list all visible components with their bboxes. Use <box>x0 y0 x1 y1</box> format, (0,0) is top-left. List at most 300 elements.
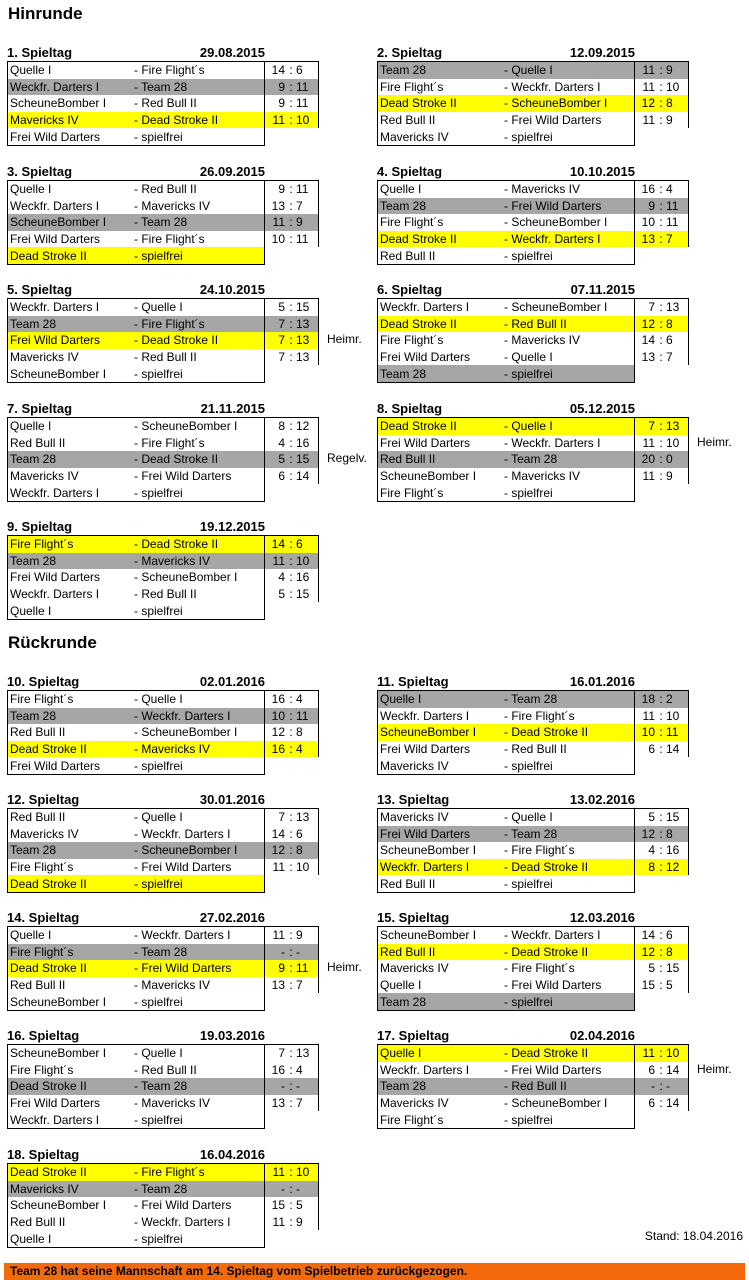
spieltag-date: 16.01.2016 <box>569 674 635 689</box>
spieltag-label: 3. Spieltag <box>7 164 73 179</box>
home-team: ScheuneBomber I <box>378 927 505 944</box>
match-row <box>378 809 689 826</box>
home-score: 11 <box>265 1214 287 1231</box>
spieltag-date: 19.12.2015 <box>199 519 265 534</box>
away-team: - Team 28 <box>134 944 265 961</box>
match-row <box>8 1045 319 1062</box>
home-team: Quelle I <box>8 602 135 619</box>
home-team: Mavericks IV <box>378 809 505 826</box>
rueckrunde-title: Rückrunde <box>8 633 97 652</box>
match-row <box>8 128 319 145</box>
home-team: Team 28 <box>378 993 505 1010</box>
home-score: 20 <box>635 451 657 468</box>
score-separator: : <box>656 724 666 741</box>
match-row <box>8 708 319 725</box>
home-score: 12 <box>265 724 287 741</box>
match-row <box>378 842 689 859</box>
home-team: Frei Wild Darters <box>8 569 135 586</box>
away-team: - Team 28 <box>504 691 635 708</box>
home-team: Weckfr. Darters I <box>378 1062 505 1079</box>
away-score: 8 <box>666 95 689 112</box>
match-row <box>8 1062 319 1079</box>
score-separator: : <box>286 181 296 198</box>
score-separator: : <box>656 451 666 468</box>
home-team: Red Bull II <box>8 724 135 741</box>
home-team: Team 28 <box>8 316 135 333</box>
spieltag-block <box>377 672 707 775</box>
spieltag-header <box>7 162 337 180</box>
home-team: Fire Flight´s <box>8 691 135 708</box>
match-row <box>8 1095 319 1112</box>
home-score: 5 <box>265 586 287 603</box>
match-row <box>8 484 319 501</box>
spieltag-header <box>377 672 707 690</box>
match-row <box>378 757 689 774</box>
spieltag-date: 27.02.2016 <box>199 910 265 925</box>
score-separator: : <box>286 62 296 79</box>
score-separator: : <box>286 842 296 859</box>
spieltag-date: 26.09.2015 <box>199 164 265 179</box>
spieltag-header <box>377 162 707 180</box>
home-team: Frei Wild Darters <box>8 1095 135 1112</box>
home-score: 6 <box>635 1095 657 1112</box>
match-row <box>378 960 689 977</box>
away-score: 6 <box>296 62 319 79</box>
match-row <box>8 95 319 112</box>
home-team: ScheuneBomber I <box>8 95 135 112</box>
home-score: - <box>265 1078 287 1095</box>
home-score: 9 <box>635 198 657 215</box>
home-team: Fire Flight´s <box>378 214 505 231</box>
away-team: - spielfrei <box>134 1230 265 1247</box>
match-row <box>8 231 319 248</box>
away-team: - Weckfr. Darters I <box>134 826 231 841</box>
away-score <box>296 993 319 1010</box>
away-score: 13 <box>296 809 319 826</box>
home-score: 12 <box>635 826 657 843</box>
spieltag-block <box>7 43 337 146</box>
score-separator: : <box>286 536 296 553</box>
spieltag-date: 16.04.2016 <box>199 1147 265 1162</box>
score-separator: : <box>656 62 666 79</box>
away-score: 5 <box>666 977 689 994</box>
match-row <box>8 757 319 774</box>
score-separator: : <box>656 299 666 316</box>
home-team: Dead Stroke II <box>8 1164 135 1181</box>
spieltag-date: 10.10.2015 <box>569 164 635 179</box>
away-team: - Frei Wild Darters <box>504 113 602 128</box>
match-row <box>8 435 319 452</box>
spieltag-header <box>377 280 707 298</box>
score-separator: : <box>659 843 663 858</box>
match-note: Heimr. <box>697 1061 732 1076</box>
away-team: - Dead Stroke II <box>504 859 635 876</box>
home-score <box>635 484 657 501</box>
spieltag-label: 4. Spieltag <box>377 164 443 179</box>
match-row <box>8 79 319 96</box>
score-separator: : <box>656 198 666 215</box>
home-team: ScheuneBomber I <box>8 365 135 382</box>
away-score: 11 <box>296 231 319 248</box>
score-separator: : <box>286 1078 296 1095</box>
match-row <box>8 859 319 876</box>
home-team: Frei Wild Darters <box>378 741 505 758</box>
match-row <box>378 1111 689 1128</box>
away-team: - Quelle I <box>504 418 635 435</box>
away-team: - Weckfr. Darters I <box>504 231 635 248</box>
away-score: 13 <box>296 349 319 366</box>
away-score: 9 <box>666 112 689 129</box>
score-separator: : <box>656 1078 666 1095</box>
away-team: - spielfrei <box>134 247 265 264</box>
home-team: Team 28 <box>378 1078 505 1095</box>
score-separator <box>286 757 296 774</box>
home-team: ScheuneBomber I <box>8 1197 135 1214</box>
score-separator <box>656 1111 666 1128</box>
match-row <box>8 1230 319 1247</box>
away-team: - Mavericks IV <box>134 198 211 213</box>
home-score: 8 <box>635 859 657 876</box>
away-team: - ScheuneBomber I <box>504 95 635 112</box>
home-team: ScheuneBomber I <box>378 724 505 741</box>
away-score: 6 <box>296 536 319 553</box>
away-team: - spielfrei <box>504 875 635 892</box>
home-team: Weckfr. Darters I <box>8 586 135 603</box>
spieltag-block <box>377 908 707 1011</box>
home-team: Quelle I <box>8 181 135 198</box>
away-score: 11 <box>296 79 319 96</box>
score-separator: : <box>656 809 666 826</box>
home-team: Team 28 <box>8 708 135 725</box>
away-team: - Mavericks IV <box>504 469 581 484</box>
home-team: Weckfr. Darters I <box>378 299 505 316</box>
match-table <box>377 417 689 502</box>
away-team: - spielfrei <box>134 484 265 501</box>
score-separator: : <box>289 435 293 450</box>
away-score: 10 <box>296 112 319 129</box>
spieltag-block <box>7 162 337 265</box>
away-score: 8 <box>296 842 319 859</box>
away-team: - spielfrei <box>504 247 635 264</box>
away-team: - spielfrei <box>134 875 265 892</box>
away-score <box>296 128 319 145</box>
away-score <box>666 1111 689 1128</box>
spieltag-block <box>7 908 362 1011</box>
away-score: 14 <box>666 1095 689 1112</box>
away-team: - Quelle I <box>504 350 553 365</box>
home-team: Red Bull II <box>8 435 135 452</box>
home-score: 13 <box>635 231 657 248</box>
away-team: - Dead Stroke II <box>134 332 265 349</box>
home-team: Quelle I <box>8 418 135 435</box>
home-score: 7 <box>265 316 287 333</box>
away-team: - spielfrei <box>504 365 635 382</box>
away-team: - ScheuneBomber I <box>504 1096 608 1111</box>
home-score <box>635 365 657 382</box>
home-team: Dead Stroke II <box>8 875 135 892</box>
away-team: - Frei Wild Darters <box>504 198 635 215</box>
match-table <box>7 535 319 620</box>
match-table <box>7 298 319 383</box>
spieltag-header <box>7 399 337 417</box>
score-separator: : <box>286 79 296 96</box>
spieltag-header <box>7 908 337 926</box>
away-team: - Team 28 <box>134 1181 265 1198</box>
spieltag-block <box>377 1026 732 1129</box>
score-separator: : <box>656 95 666 112</box>
home-team: Weckfr. Darters I <box>8 299 135 316</box>
match-row <box>8 1078 319 1095</box>
match-table <box>377 690 689 775</box>
score-separator: : <box>289 96 293 111</box>
away-team: - ScheuneBomber I <box>504 299 635 316</box>
away-team: - Red Bull II <box>504 1078 635 1095</box>
home-team: Fire Flight´s <box>8 944 135 961</box>
score-separator: : <box>286 112 296 129</box>
score-separator: : <box>659 961 663 976</box>
match-row <box>8 181 319 198</box>
score-separator: : <box>286 741 296 758</box>
home-team: ScheuneBomber I <box>8 214 135 231</box>
home-team: Frei Wild Darters <box>378 826 505 843</box>
score-separator: : <box>289 469 293 484</box>
match-row <box>8 944 319 961</box>
score-separator: : <box>289 570 293 585</box>
away-team: - Team 28 <box>134 214 265 231</box>
away-score: 10 <box>666 1045 689 1062</box>
match-row <box>378 79 689 96</box>
away-score <box>666 484 689 501</box>
score-separator: : <box>659 1062 663 1077</box>
match-table <box>7 180 319 265</box>
score-separator <box>286 1111 296 1128</box>
spieltag-header <box>7 672 337 690</box>
score-separator: : <box>286 944 296 961</box>
match-row <box>378 484 689 501</box>
home-team: Quelle I <box>378 181 505 198</box>
home-team: Fire Flight´s <box>378 1111 505 1128</box>
away-score: 10 <box>666 435 689 452</box>
away-score: 7 <box>666 231 689 248</box>
home-score: 4 <box>635 842 657 859</box>
match-row <box>8 927 319 944</box>
away-team: - spielfrei <box>134 1111 265 1128</box>
home-score: 7 <box>635 299 657 316</box>
match-row <box>8 602 319 619</box>
away-score: 9 <box>666 62 689 79</box>
match-row <box>378 95 689 112</box>
home-score: 16 <box>265 691 287 708</box>
home-score: 11 <box>265 553 287 570</box>
match-row <box>378 418 689 435</box>
score-separator: : <box>286 451 296 468</box>
away-score <box>666 993 689 1010</box>
score-separator: : <box>659 742 663 757</box>
home-score: 8 <box>265 418 287 435</box>
away-score: - <box>296 944 319 961</box>
spieltag-label: 7. Spieltag <box>7 401 73 416</box>
home-team: Weckfr. Darters I <box>378 708 505 725</box>
away-score: 11 <box>666 214 689 231</box>
match-row <box>378 708 689 725</box>
away-team: - spielfrei <box>134 757 265 774</box>
spieltag-header <box>377 790 707 808</box>
home-team: Dead Stroke II <box>378 418 505 435</box>
home-team: Team 28 <box>8 553 135 570</box>
match-row <box>378 247 689 264</box>
match-note: Regelv. <box>327 451 367 466</box>
home-score: 18 <box>635 691 657 708</box>
away-score: 9 <box>296 927 319 944</box>
match-row <box>378 181 689 198</box>
home-score: 11 <box>265 859 287 876</box>
footer-note: Team 28 hat seine Mannschaft am 14. Spieltag vom Spielbetrieb zurückgezogen. <box>10 1264 468 1278</box>
away-team: - Fire Flight´s <box>504 843 575 858</box>
away-team: - Dead Stroke II <box>134 112 265 129</box>
match-table <box>7 61 319 146</box>
score-separator: : <box>286 1164 296 1181</box>
home-team: Red Bull II <box>8 1214 135 1231</box>
home-score: 5 <box>265 299 287 316</box>
spieltag-label: 5. Spieltag <box>7 282 73 297</box>
match-row <box>378 859 689 876</box>
match-row <box>8 586 319 603</box>
home-score: 11 <box>635 468 657 485</box>
score-separator: : <box>656 231 666 248</box>
away-score: 10 <box>296 1164 319 1181</box>
spieltag-header <box>7 1026 337 1044</box>
match-row <box>8 691 319 708</box>
away-team: - ScheuneBomber I <box>504 215 608 230</box>
away-score: 14 <box>666 741 689 758</box>
away-team: - Weckfr. Darters I <box>504 927 635 944</box>
match-row <box>378 62 689 79</box>
match-row <box>378 332 689 349</box>
spieltag-date: 13.02.2016 <box>569 792 635 807</box>
spieltag-block <box>7 1026 337 1129</box>
away-score: 7 <box>296 977 319 994</box>
score-separator: : <box>289 1062 293 1077</box>
away-score: 5 <box>296 1197 319 1214</box>
home-team: Red Bull II <box>378 112 505 129</box>
away-team: - spielfrei <box>504 1111 635 1128</box>
away-team: - spielfrei <box>134 365 265 382</box>
away-team: - Weckfr. Darters I <box>134 708 265 725</box>
home-score: 14 <box>265 536 287 553</box>
home-score <box>265 1111 287 1128</box>
home-team: Quelle I <box>378 1045 505 1062</box>
spieltag-header <box>377 399 707 417</box>
match-row <box>378 944 689 961</box>
home-score: 5 <box>635 960 657 977</box>
match-row <box>8 842 319 859</box>
match-row <box>8 875 319 892</box>
home-team: Frei Wild Darters <box>8 128 135 145</box>
match-row <box>8 468 319 485</box>
score-separator: : <box>289 232 293 247</box>
score-separator <box>286 1230 296 1247</box>
away-team: - Team 28 <box>134 79 265 96</box>
home-score: 15 <box>635 977 657 994</box>
score-separator: : <box>286 927 296 944</box>
score-separator: : <box>286 332 296 349</box>
away-score: 10 <box>296 553 319 570</box>
spieltag-date: 24.10.2015 <box>199 282 265 297</box>
home-score: 16 <box>635 181 657 198</box>
match-row <box>378 741 689 758</box>
home-team: Frei Wild Darters <box>8 332 135 349</box>
home-score <box>265 365 287 382</box>
away-team: - Weckfr. Darters I <box>504 435 601 450</box>
home-team: Quelle I <box>8 62 135 79</box>
away-score: 8 <box>666 316 689 333</box>
away-team: - Team 28 <box>504 451 635 468</box>
away-team: - Mavericks IV <box>134 741 265 758</box>
score-separator: : <box>289 350 293 365</box>
match-row <box>378 468 689 485</box>
home-score: 4 <box>265 569 287 586</box>
spieltag-block <box>377 43 707 146</box>
score-separator <box>656 875 666 892</box>
away-score: 6 <box>296 826 319 843</box>
away-score: 11 <box>296 181 319 198</box>
home-score: 6 <box>265 468 287 485</box>
match-row <box>378 1045 689 1062</box>
score-separator: : <box>659 333 663 348</box>
match-row <box>378 1078 689 1095</box>
score-separator: : <box>656 859 666 876</box>
away-team: - Frei Wild Darters <box>134 860 232 875</box>
away-score: 4 <box>296 691 319 708</box>
away-score <box>296 484 319 501</box>
spieltag-header <box>7 280 337 298</box>
score-separator <box>656 365 666 382</box>
score-separator <box>286 602 296 619</box>
away-score: 6 <box>666 927 689 944</box>
match-row <box>8 1164 319 1181</box>
away-score: 15 <box>666 809 689 826</box>
score-separator: : <box>656 418 666 435</box>
spieltag-label: 17. Spieltag <box>377 1028 450 1043</box>
home-score: 13 <box>265 198 287 215</box>
spieltag-label: 12. Spieltag <box>7 792 80 807</box>
spieltag-header <box>377 1026 707 1044</box>
home-score: 12 <box>635 95 657 112</box>
score-separator <box>656 247 666 264</box>
home-team: Quelle I <box>8 927 135 944</box>
away-score: 8 <box>666 944 689 961</box>
away-team: - Mavericks IV <box>504 333 581 348</box>
score-separator: : <box>286 809 296 826</box>
home-team: Fire Flight´s <box>8 859 135 876</box>
home-team: Red Bull II <box>378 944 505 961</box>
away-team: - Mavericks IV <box>504 181 635 198</box>
away-score <box>666 757 689 774</box>
home-score: 13 <box>265 977 287 994</box>
away-score: 10 <box>296 859 319 876</box>
match-row <box>378 349 689 366</box>
score-separator: : <box>656 316 666 333</box>
score-separator: : <box>659 469 663 484</box>
home-score: 7 <box>265 1045 287 1062</box>
match-row <box>378 365 689 382</box>
match-row <box>378 977 689 994</box>
home-score: 11 <box>635 1045 657 1062</box>
score-separator: : <box>286 960 296 977</box>
match-row <box>378 1095 689 1112</box>
spieltag-date: 02.04.2016 <box>569 1028 635 1043</box>
away-score: - <box>296 1181 319 1198</box>
